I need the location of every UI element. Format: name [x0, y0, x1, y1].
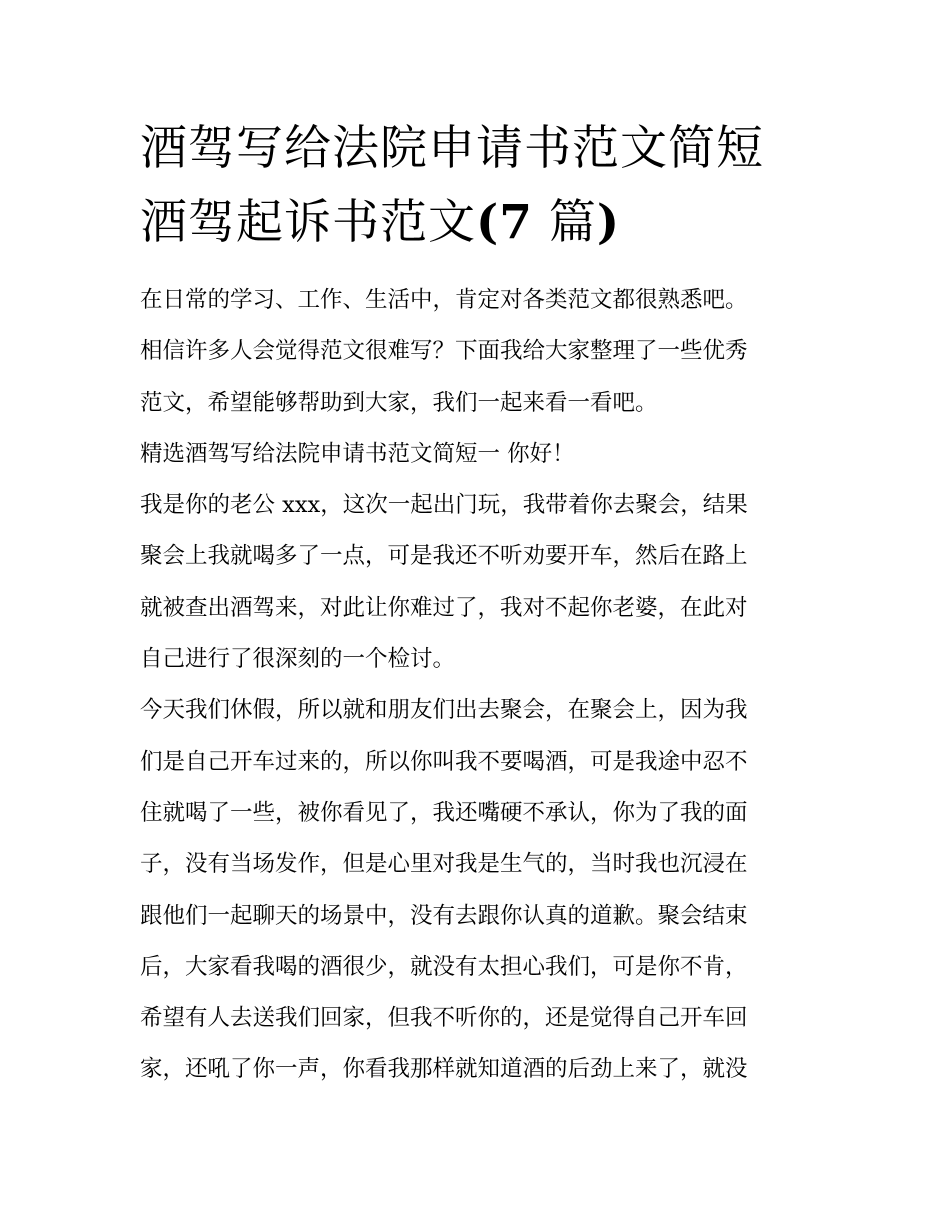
body-line: 今天我们休假，所以就和朋友们出去聚会，在聚会上，因为我 [140, 697, 748, 724]
body-line: 就被查出酒驾来，对此让你难过了，我对不起你老婆，在此对 [140, 594, 748, 621]
document-title [140, 112, 820, 260]
body-line: 聚会上我就喝多了一点，可是我还不听劝要开车，然后在路上 [140, 543, 748, 570]
body-line: 相信许多人会觉得范文很难写？下面我给大家整理了一些优秀 [140, 338, 748, 365]
body-line: 自己进行了很深刻的一个检讨。 [140, 646, 456, 673]
body-line: 们是自己开车过来的，所以你叫我不要喝酒，可是我途中忍不 [140, 748, 748, 775]
title-count-close: ) [596, 195, 621, 250]
title-count-open: (7 [476, 195, 533, 250]
document-body [140, 275, 820, 1096]
body-line: 范文，希望能够帮助到大家，我们一起来看一看吧。 [140, 389, 658, 416]
body-line: 我是你的老公 xxx，这次一起出门玩，我带着你去聚会，结果 [140, 492, 748, 519]
body-line: 住就喝了一些，被你看见了，我还嘴硬不承认，你为了我的面 [140, 799, 748, 826]
body-line: 后，大家看我喝的酒很少，就没有太担心我们，可是你不肯， [140, 953, 748, 980]
body-line: 子，没有当场发作，但是心里对我是生气的，当时我也沉浸在 [140, 851, 748, 878]
title-line-2 [140, 186, 820, 260]
section-heading: 精选酒驾写给法院申请书范文简短一 你好！ [140, 440, 575, 467]
body-line: 在日常的学习、工作、生活中，肯定对各类范文都很熟悉吧。 [140, 287, 748, 313]
body-line: 跟他们一起聊天的场景中，没有去跟你认真的道歉。聚会结束 [140, 902, 748, 929]
body-line: 希望有人去送我们回家，但我不听你的，还是觉得自己开车回 [140, 1005, 748, 1032]
title-count-unit: 篇 [532, 195, 597, 250]
body-line: 家，还吼了你一声，你看我那样就知道酒的后劲上来了，就没 [140, 1056, 748, 1083]
title-line-2-text: 酒驾起诉书范文 [140, 195, 476, 250]
title-line-1: 酒驾写给法院申请书范文简短 [140, 121, 764, 176]
